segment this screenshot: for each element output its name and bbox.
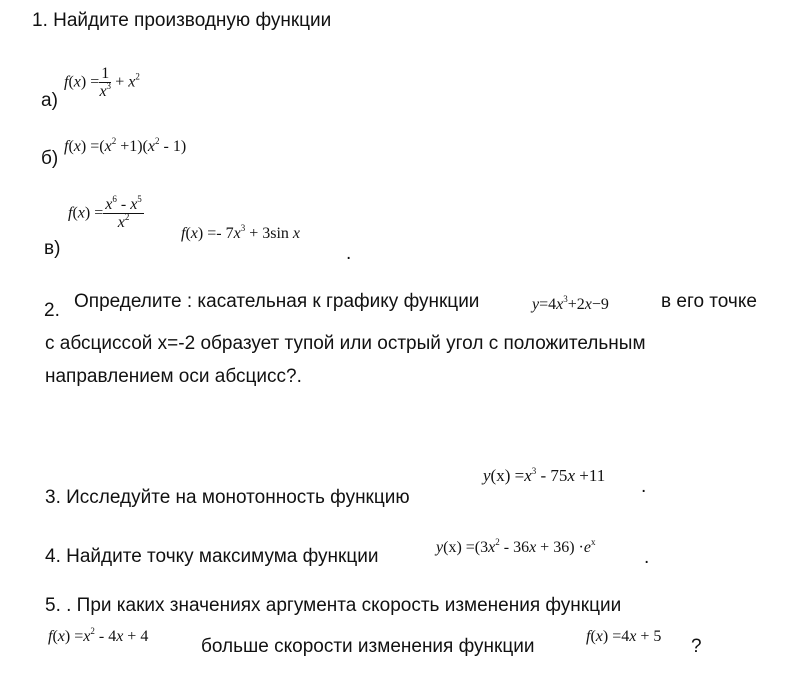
task4-text: 4. Найдите точку максимума функции (45, 546, 379, 567)
formula-task2: $y=4x^3+2x-9$ (532, 294, 609, 313)
task3-dot: . (641, 476, 647, 497)
formula-task4: $y(x) =(3x^2 - 36x + 36) \cdot e^x$ (436, 537, 596, 556)
task1-heading: 1. Найдите производную функции (32, 10, 332, 31)
task1-a-label: а) (41, 90, 58, 111)
formula-c1: f(x) = $\frac{x^6 - x^5}{x^2}$ (68, 194, 142, 231)
task5-line1: 5. . При каких значениях аргумента скорость изменения функции (45, 595, 622, 616)
task4-dot: . (644, 547, 650, 568)
task3-text: 3. Исследуйте на монотонность функцию (45, 487, 410, 508)
task2-line3: направлением оси абсцисс?. (45, 366, 302, 387)
formula-task3: $y(x) =x^3 - 75x +11$ (483, 466, 606, 485)
task5-line2-mid: больше скорости изменения функции (201, 636, 535, 657)
formula-b: $f(x) =(x^2 +1)(x^2 - 1)$ (64, 136, 187, 155)
task1-c-label: в) (44, 238, 61, 259)
task2-line1-end: в его точке (661, 291, 757, 312)
formula-task5a: $f(x) =x^2 - 4x + 4$ (48, 626, 149, 645)
formula-c2: $f(x) =- 7x^3 + 3\sin$ x (181, 223, 300, 242)
formula-a: f(x) = $\frac{1}{x^3}$ + $x^2$ (64, 65, 140, 100)
task2-line1: Определите : касательная к графику функции (74, 291, 480, 312)
task1-b-label: б) (41, 148, 59, 169)
task2-line2: с абсциссой х=-2 образует тупой или острый угол с положительным (45, 333, 646, 354)
task5-line2-end: ? (691, 636, 702, 657)
task2-number: 2. (44, 300, 60, 321)
task1-c-dot: . (346, 243, 352, 264)
formula-task5b: f(x) =4x + 5 (586, 628, 662, 645)
